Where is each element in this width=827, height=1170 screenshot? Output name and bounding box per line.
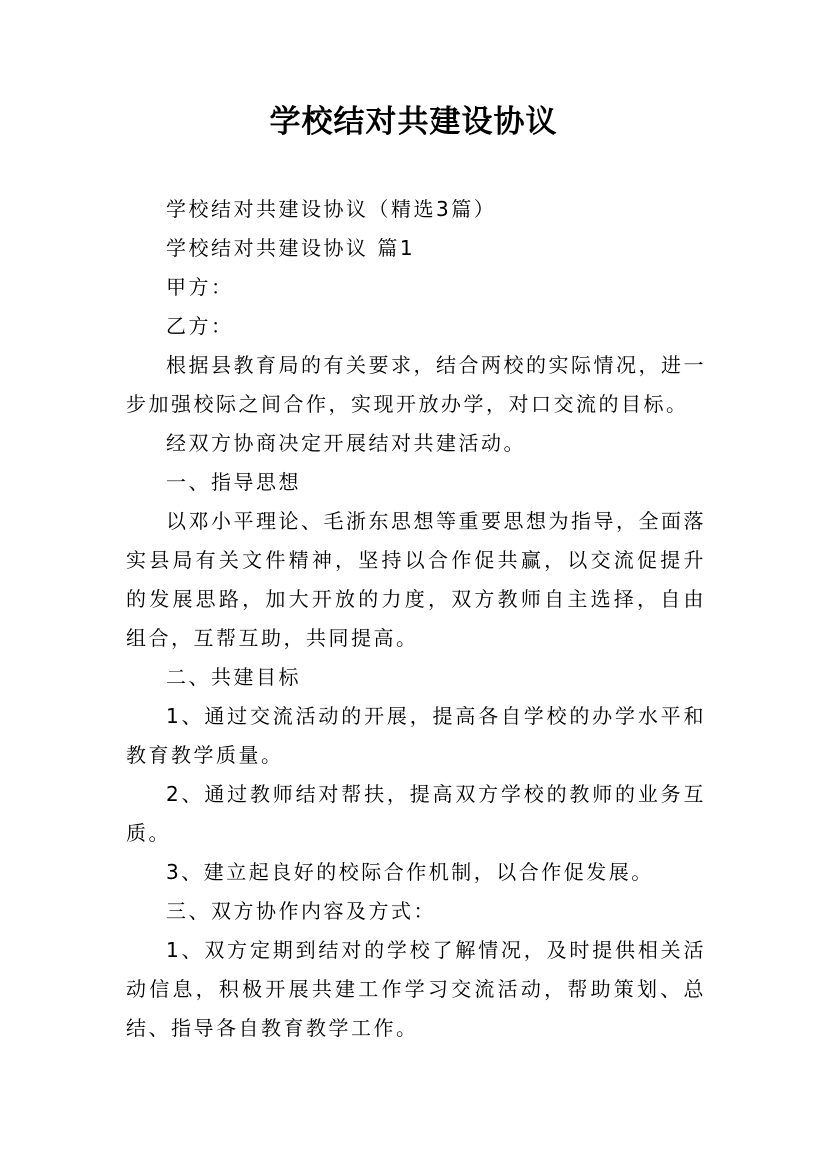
paragraph-party-b: 乙方： bbox=[166, 314, 234, 338]
paragraph-decision: 经双方协商决定开展结对共建活动。 bbox=[166, 431, 526, 455]
paragraph-subtitle: 学校结对共建设协议（精选3篇） bbox=[166, 197, 497, 221]
paragraph-goal-3: 3、建立起良好的校际合作机制，以合作促发展。 bbox=[166, 860, 654, 884]
section-heading-goals: 二、共建目标 bbox=[166, 665, 301, 689]
paragraph-cooperation-1: 1、双方定期到结对的学校了解情况，及时提供相关活动信息，积极开展共建工作学习交流活动，帮助策划、总结、指导各自教育教学工作。 bbox=[126, 938, 706, 1040]
document-title: 学校结对共建设协议 bbox=[269, 104, 558, 140]
section-heading-cooperation: 三、双方协作内容及方式： bbox=[166, 899, 436, 923]
paragraph-guiding-thought: 以邓小平理论、毛浙东思想等重要思想为指导，全面落实县局有关文件精神，坚持以合作促共赢，以交流促提升的发展思路，加大开放的力度，双方教师自主选择，自由组合，互帮互助，共同提高。 bbox=[126, 509, 706, 650]
paragraph-chapter-heading: 学校结对共建设协议 篇1 bbox=[166, 236, 416, 260]
paragraph-intro: 根据县教育局的有关要求，结合两校的实际情况，进一步加强校际之间合作，实现开放办学，对口交流的目标。 bbox=[126, 353, 706, 416]
section-heading-guiding-thought: 一、指导思想 bbox=[166, 470, 301, 494]
paragraph-goal-2: 2、通过教师结对帮扶，提高双方学校的教师的业务互质。 bbox=[126, 782, 706, 845]
document-body bbox=[126, 190, 706, 1048]
paragraph-party-a: 甲方： bbox=[166, 275, 234, 299]
paragraph-goal-1: 1、通过交流活动的开展，提高各自学校的办学水平和教育教学质量。 bbox=[126, 704, 706, 767]
